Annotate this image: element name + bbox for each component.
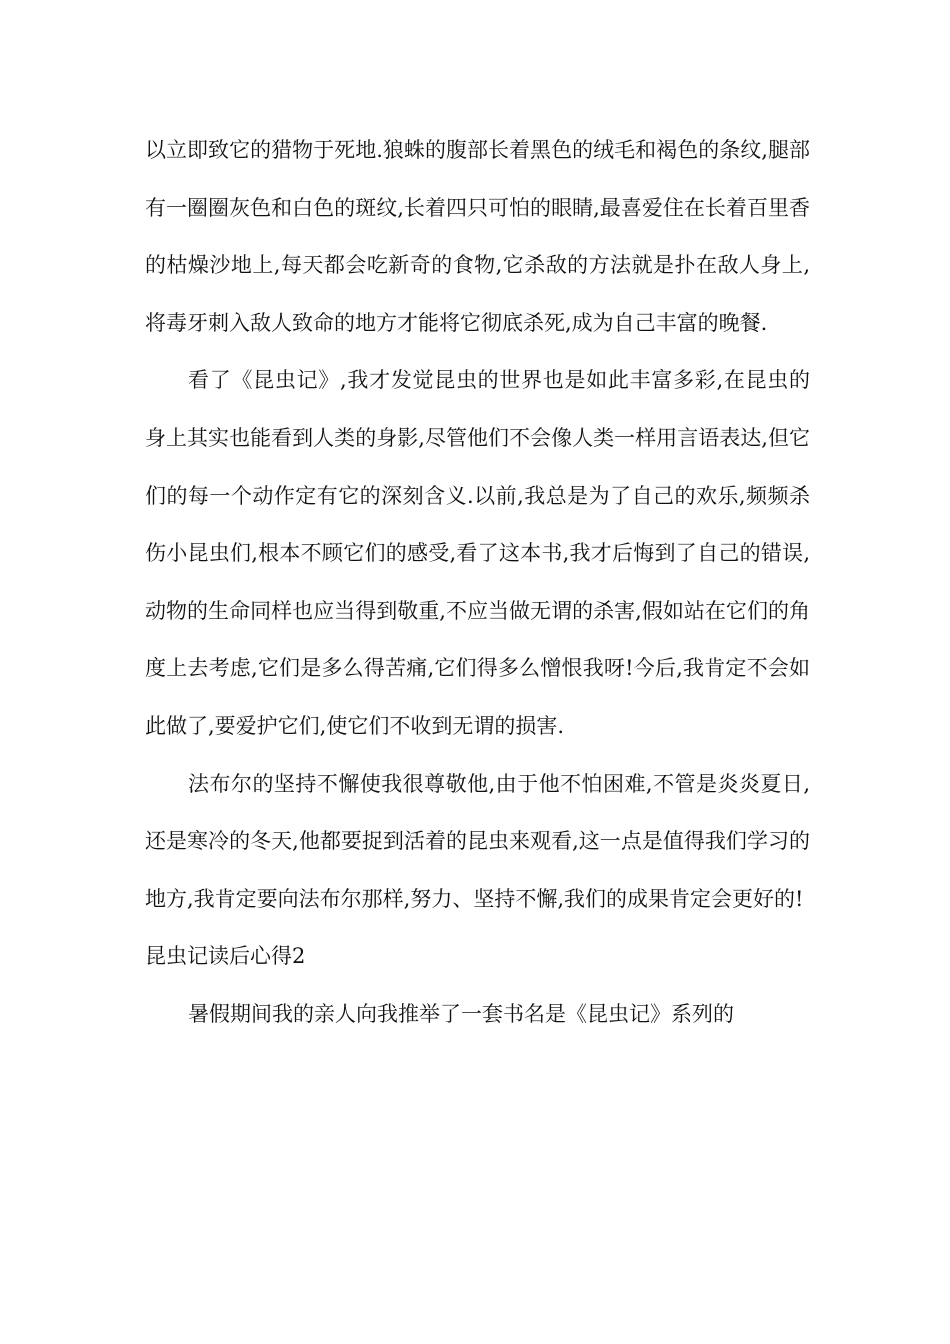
section-heading: 昆虫记读后心得2 [145,944,306,969]
paragraph-fabre-perseverance: 法布尔的坚持不懈使我很尊敬他,由于他不怕困难,不管是炎炎夏日,还是寒冷的冬天,他都要捉到活着的昆虫来观看,这一点是值得我们学习的地方,我肯定要向法布尔那样,努力、坚持不懈,我们的成果肯定会更好的! [145,771,810,911]
paragraph-reflection: 看了《昆虫记》,我才发觉昆虫的世界也是如此丰富多彩,在昆虫的身上其实也能看到人类的身影,尽管他们不会像人类一样用言语表达,但它们的每一个动作定有它的深刻含义.以前,我总是为了自己的欢乐,频频杀伤小昆虫们,根本不顾它们的感受,看了这本书,我才后悔到了自己的错误,动物的生命同样也应当得到敬重,不应当做无谓的杀害,假如站在它们的角度上去考虑,它们是多么得苦痛,它们得多么憎恨我呀!今后,我肯定不会如此做了,要爱护它们,使它们不收到无谓的损害. [145,368,810,738]
paragraph-wolf-spider: 以立即致它的猎物于死地.狼蛛的腹部长着黑色的绒毛和褐色的条纹,腿部有一圈圈灰色和白色的斑纹,长着四只可怕的眼睛,最喜爱住在长着百里香的枯燥沙地上,每天都会吃新奇的食物,它杀敌的方法就是扑在敌人身上,将毒牙刺入敌人致命的地方才能将它彻底杀死,成为自己丰富的晚餐. [145,138,810,335]
paragraph-summer-recommendation: 暑假期间我的亲人向我推举了一套书名是《昆虫记》系列的 [188,1001,735,1026]
document-body [145,122,810,1044]
